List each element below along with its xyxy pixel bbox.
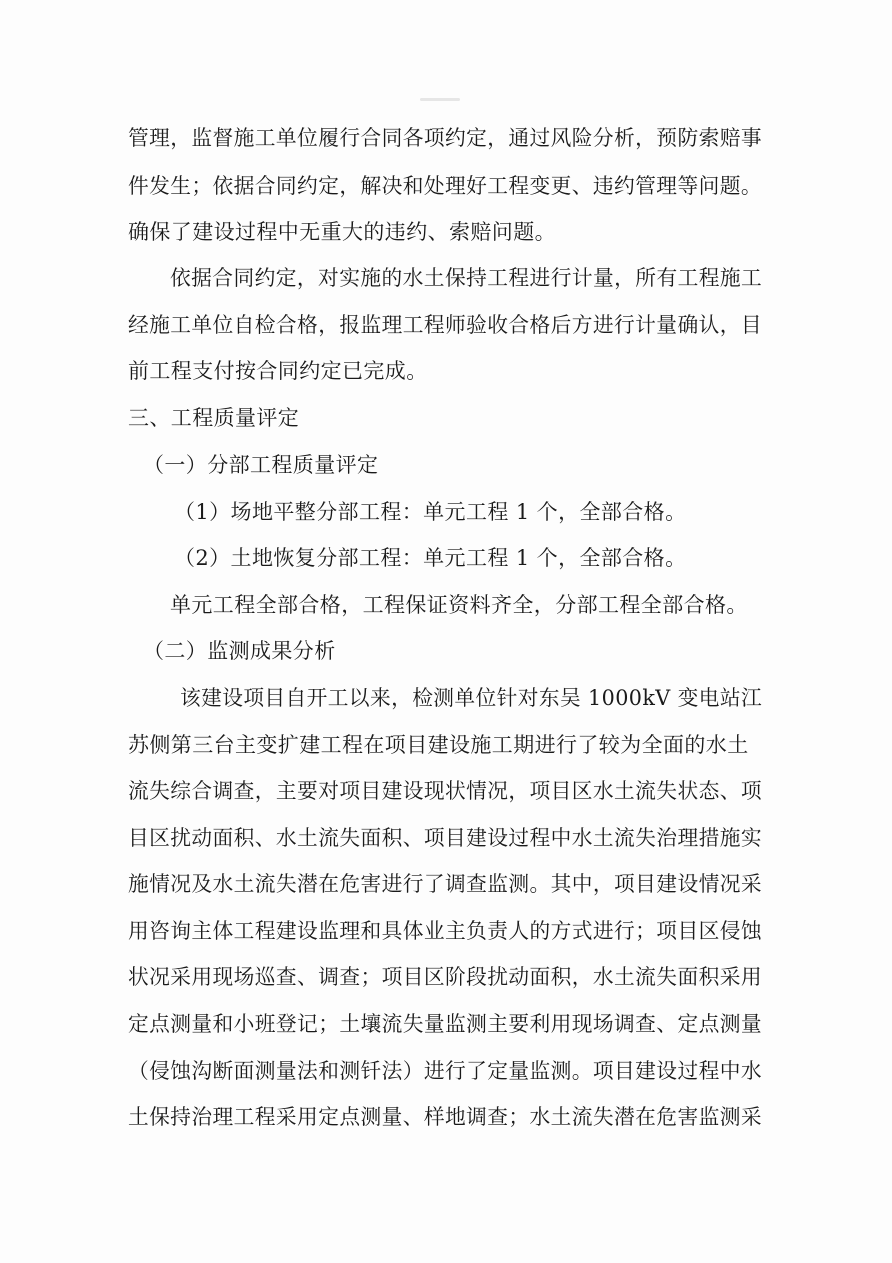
body-line-20: 定点测量和小班登记；土壤流失量监测主要利用现场调查、定点测量 <box>128 1012 762 1036</box>
body-line-17: 施情况及水土流失潜在危害进行了调查监测。其中，项目建设情况采 <box>128 872 762 896</box>
scan-mark <box>420 98 460 101</box>
body-line-4: 依据合同约定，对实施的水土保持工程进行计量，所有工程施工 <box>170 266 763 290</box>
body-line-16: 目区扰动面积、水土流失面积、项目建设过程中水土流失治理措施实 <box>128 826 762 850</box>
body-line-5: 经施工单位自检合格，报监理工程师验收合格后方进行计量确认，目 <box>128 313 762 337</box>
body-line-2: 件发生；依据合同约定，解决和处理好工程变更、违约管理等问题。 <box>128 174 762 198</box>
body-line-21: （侵蚀沟断面测量法和测钎法）进行了定量监测。项目建设过程中水 <box>128 1059 762 1083</box>
section-heading: 三、工程质量评定 <box>128 406 300 430</box>
body-line-1: 管理，监督施工单位履行合同各项约定，通过风险分析，预防索赔事 <box>128 126 762 150</box>
body-line-11: 单元工程全部合格，工程保证资料齐全，分部工程全部合格。 <box>170 593 748 617</box>
body-line-19: 状况采用现场巡查、调查；项目区阶段扰动面积，水土流失面积采用 <box>128 965 762 989</box>
list-item-2: （2）土地恢复分部工程：单元工程 1 个，全部合格。 <box>174 546 687 570</box>
body-line-6: 前工程支付按合同约定已完成。 <box>128 359 428 383</box>
body-line-15: 流失综合调查，主要对项目建设现状情况，项目区水土流失状态、项 <box>128 779 762 803</box>
list-item-1: （1）场地平整分部工程：单元工程 1 个，全部合格。 <box>174 500 687 524</box>
subsection-heading-2: （二）监测成果分析 <box>143 639 336 663</box>
body-line-22: 土保持治理工程采用定点测量、样地调查；水土流失潜在危害监测采 <box>128 1105 762 1129</box>
subsection-heading-1: （一）分部工程质量评定 <box>143 453 379 477</box>
body-line-14: 苏侧第三台主变扩建工程在项目建设施工期进行了较为全面的水土 <box>128 733 749 757</box>
body-line-13: 该建设项目自开工以来，检测单位针对东吴 1000kV 变电站江 <box>180 686 763 710</box>
body-line-3: 确保了建设过程中无重大的违约、索赔问题。 <box>128 220 556 244</box>
body-line-18: 用咨询主体工程建设监理和具体业主负责人的方式进行；项目区侵蚀 <box>128 919 762 943</box>
